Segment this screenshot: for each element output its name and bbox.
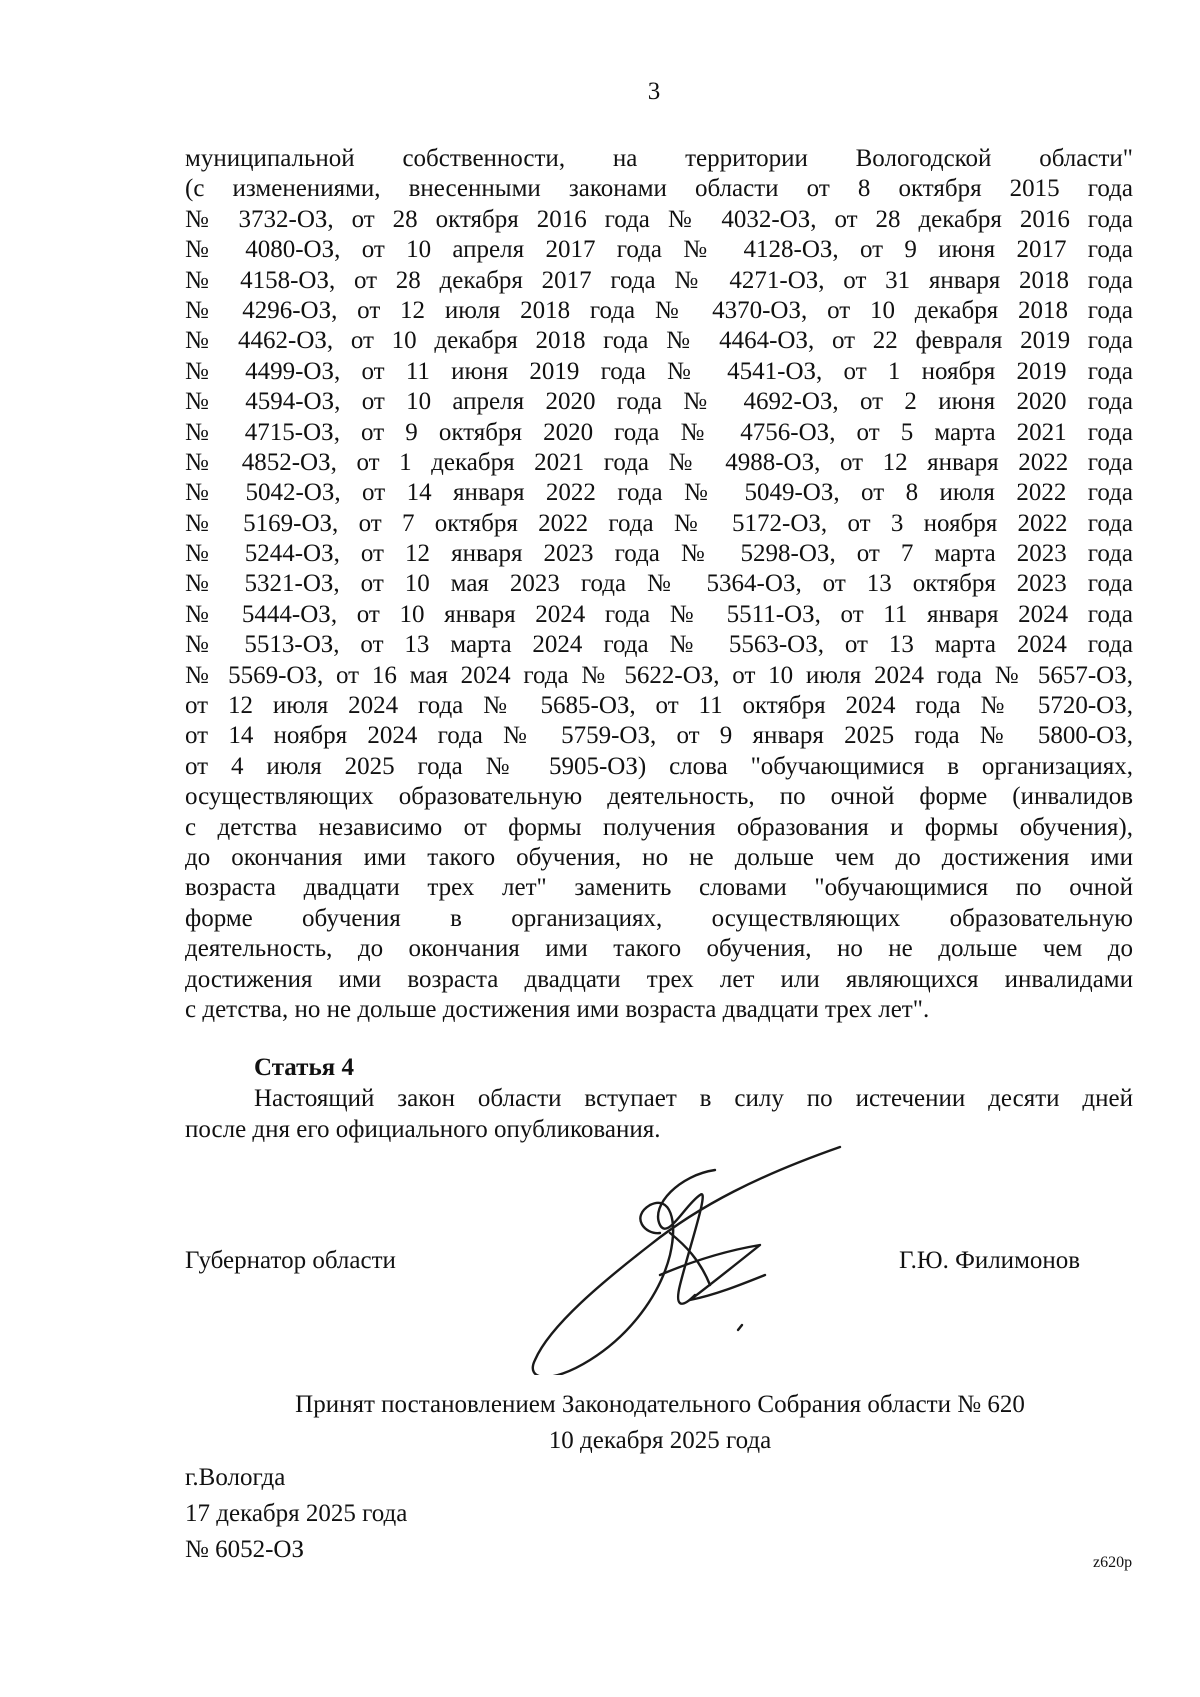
text-line: достижения ими возраста двадцати трех лет или являющихся инвалидами bbox=[185, 965, 1133, 993]
text-line: № 4715-ОЗ, от 9 октября 2020 года № 4756-ОЗ, от 5 марта 2021 года bbox=[185, 418, 1133, 446]
text-line: с детства, но не дольше достижения ими возраста двадцати трех лет". bbox=[185, 995, 930, 1023]
text-line: деятельность, до окончания ими такого обучения, но не дольше чем до bbox=[185, 935, 1133, 963]
text-line: (с изменениями, внесенными законами области от 8 октября 2015 года bbox=[185, 175, 1133, 203]
text-line: от 12 июля 2024 года № 5685-ОЗ, от 11 октября 2024 года № 5720-ОЗ, bbox=[185, 692, 1133, 720]
text-line: № 4296-ОЗ, от 12 июля 2018 года № 4370-ОЗ, от 10 декабря 2018 года bbox=[185, 296, 1133, 324]
text-line: с детства независимо от формы получения образования и формы обучения), bbox=[185, 813, 1133, 841]
text-line: № 4080-ОЗ, от 10 апреля 2017 года № 4128-ОЗ, от 9 июня 2017 года bbox=[185, 236, 1133, 264]
text-line: № 5513-ОЗ, от 13 марта 2024 года № 5563-ОЗ, от 13 марта 2024 года bbox=[185, 631, 1133, 659]
document-code: z620p bbox=[1093, 1554, 1133, 1571]
text-line: № 4158-ОЗ, от 28 декабря 2017 года № 4271-ОЗ, от 31 января 2018 года bbox=[185, 266, 1133, 294]
text-line: № 5244-ОЗ, от 12 января 2023 года № 5298-ОЗ, от 7 марта 2023 года bbox=[185, 540, 1133, 568]
text-line: № 5321-ОЗ, от 10 мая 2023 года № 5364-ОЗ, от 13 октября 2023 года bbox=[185, 570, 1133, 598]
text-line: № 5169-ОЗ, от 7 октября 2022 года № 5172-ОЗ, от 3 ноября 2022 года bbox=[185, 509, 1133, 537]
text-line: № 4594-ОЗ, от 10 апреля 2020 года № 4692-ОЗ, от 2 июня 2020 года bbox=[185, 388, 1133, 416]
governor-title: Губернатор области bbox=[185, 1247, 396, 1274]
law-number: № 6052-ОЗ bbox=[185, 1536, 305, 1563]
text-line: после дня его официального опубликования. bbox=[185, 1116, 661, 1143]
text-line: от 14 ноября 2024 года № 5759-ОЗ, от 9 января 2025 года № 5800-ОЗ, bbox=[185, 722, 1133, 750]
adoption-date: 10 декабря 2025 года bbox=[548, 1427, 772, 1454]
text-line: осуществляющих образовательную деятельность, по очной форме (инвалидов bbox=[185, 783, 1133, 811]
text-line: № 5444-ОЗ, от 10 января 2024 года № 5511-ОЗ, от 11 января 2024 года bbox=[185, 600, 1133, 628]
place-date-block bbox=[185, 1460, 407, 1568]
text-line: до окончания ими такого обучения, но не дольше чем до достижения ими bbox=[185, 843, 1133, 871]
text-line: № 4499-ОЗ, от 11 июня 2019 года № 4541-ОЗ, от 1 ноября 2019 года bbox=[185, 357, 1133, 385]
text-line: № 4852-ОЗ, от 1 декабря 2021 года № 4988-ОЗ, от 12 января 2022 года bbox=[185, 448, 1133, 476]
law-amendment-text bbox=[185, 144, 1133, 1025]
text-line: № 3732-ОЗ, от 28 октября 2016 года № 4032-ОЗ, от 28 декабря 2016 года bbox=[185, 205, 1133, 233]
text-line: № 5042-ОЗ, от 14 января 2022 года № 5049-ОЗ, от 8 июля 2022 года bbox=[185, 479, 1133, 507]
signing-date: 17 декабря 2025 года bbox=[185, 1500, 408, 1527]
text-line: от 4 июля 2025 года № 5905-ОЗ) слова "обучающимися в организациях, bbox=[185, 752, 1133, 780]
governor-name: Г.Ю. Филимонов bbox=[899, 1247, 1081, 1274]
text-line: форме обучения в организациях, осуществляющих образовательную bbox=[185, 904, 1133, 932]
adoption-resolution: Принят постановлением Законодательного Собрания области № 620 bbox=[295, 1391, 1025, 1418]
adoption-note bbox=[0, 1387, 1200, 1459]
handwritten-signature bbox=[510, 1135, 850, 1375]
text-line: № 5569-ОЗ, от 16 мая 2024 года № 5622-ОЗ, от 10 июля 2024 года № 5657-ОЗ, bbox=[185, 661, 1133, 689]
page-number: 3 bbox=[647, 78, 661, 105]
text-line: муниципальной собственности, на территории Вологодской области" bbox=[185, 145, 1133, 172]
article-heading: Статья 4 bbox=[254, 1054, 354, 1081]
text-line: Настоящий закон области вступает в силу по истечении десяти дней bbox=[254, 1085, 1133, 1112]
text-line: № 4462-ОЗ, от 10 декабря 2018 года № 4464-ОЗ, от 22 февраля 2019 года bbox=[185, 327, 1133, 355]
city: г.Вологда bbox=[185, 1464, 286, 1491]
text-line: возраста двадцати трех лет" заменить словами "обучающимися по очной bbox=[185, 874, 1133, 902]
